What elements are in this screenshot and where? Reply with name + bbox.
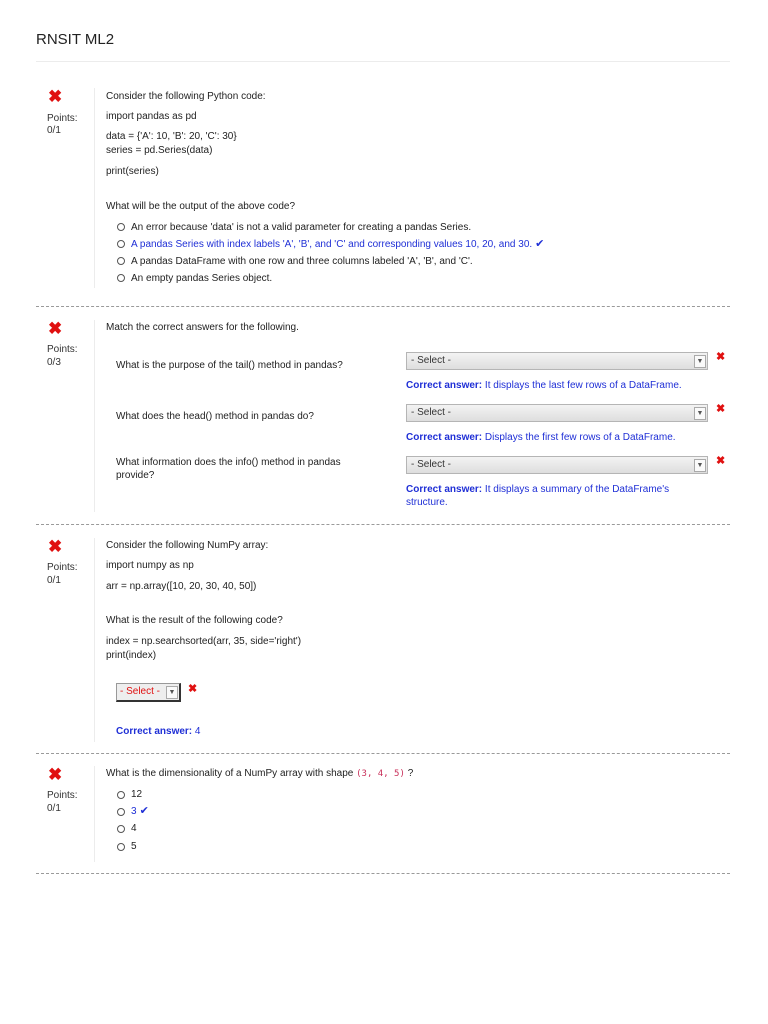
- correct-answer: [406, 431, 676, 444]
- match-prompt: What is the purpose of the tail() method in pandas?: [116, 360, 343, 371]
- points-value: 0/1: [47, 803, 61, 814]
- x-mark-icon: ✖: [48, 537, 63, 556]
- points-value: 0/3: [47, 357, 61, 368]
- radio-option-2[interactable]: [117, 240, 125, 248]
- question-prefix: What is the dimensionality of a NumPy array with shape: [106, 768, 354, 779]
- option-label: A pandas DataFrame with one row and three columns labeled 'A', 'B', and 'C'.: [131, 256, 473, 267]
- select-value: - Select -: [411, 407, 452, 418]
- question-text: What is the result of the following code?: [106, 615, 283, 626]
- question-1: [36, 88, 730, 298]
- option-text: A pandas Series with index labels 'A', 'B', and 'C' and corresponding values 10, 20, and 30.: [131, 239, 533, 250]
- x-mark-icon: ✖: [716, 351, 726, 363]
- x-mark-icon: ✖: [48, 319, 63, 338]
- option-text: 3: [131, 806, 137, 817]
- points-label: Points:: [47, 790, 78, 801]
- code-line: import pandas as pd: [106, 111, 197, 122]
- radio-option-3[interactable]: [117, 825, 125, 833]
- radio-option-4[interactable]: [117, 843, 125, 851]
- select-value: - Select -: [411, 355, 452, 366]
- question-divider: [94, 88, 95, 288]
- code-line: import numpy as np: [106, 560, 194, 571]
- select-value: - Select -: [120, 686, 161, 697]
- chevron-down-icon[interactable]: ▼: [694, 355, 706, 368]
- option-label-correct: [131, 238, 544, 251]
- answer-select[interactable]: [116, 683, 181, 702]
- checkmark-icon: ✔: [139, 805, 149, 817]
- correct-answer-text: Displays the first few rows of a DataFrame.: [484, 432, 676, 443]
- page-title: RNSIT ML2: [36, 31, 115, 48]
- x-mark-icon: ✖: [48, 765, 63, 784]
- correct-answer-label: Correct answer:: [116, 726, 193, 737]
- option-label: An error because 'data' is not a valid parameter for creating a pandas Series.: [131, 222, 472, 233]
- chevron-down-icon[interactable]: ▼: [694, 459, 706, 472]
- code-line: print(series): [106, 166, 159, 177]
- match-prompt: What information does the info() method in pandas provide?: [116, 457, 341, 481]
- question-3: [36, 538, 730, 748]
- x-mark-icon: ✖: [716, 455, 726, 467]
- radio-option-2[interactable]: [117, 808, 125, 816]
- question-2: [36, 320, 730, 520]
- code-line: arr = np.array([10, 20, 30, 40, 50]): [106, 581, 257, 592]
- option-label: An empty pandas Series object.: [131, 273, 273, 284]
- checkmark-icon: ✔: [535, 238, 545, 250]
- question-intro: Consider the following NumPy array:: [106, 540, 269, 551]
- points-label: Points:: [47, 562, 78, 573]
- question-text: What will be the output of the above code?: [106, 201, 296, 212]
- code-line: index = np.searchsorted(arr, 35, side='right'): [106, 636, 302, 647]
- select-value: - Select -: [411, 459, 452, 470]
- code-line: data = {'A': 10, 'B': 20, 'C': 30}: [106, 131, 237, 142]
- correct-answer-label: Correct answer:: [406, 432, 483, 443]
- question-4: [36, 766, 730, 866]
- answer-select[interactable]: [406, 404, 708, 422]
- option-label: 4: [131, 823, 137, 834]
- question-separator: [36, 524, 730, 525]
- radio-option-1[interactable]: [117, 223, 125, 231]
- question-separator: [36, 873, 730, 874]
- question-divider: [94, 320, 95, 512]
- code-line: series = pd.Series(data): [106, 145, 213, 156]
- header-divider: [36, 61, 730, 62]
- correct-answer-text: It displays a summary of the DataFrame's structure.: [406, 484, 670, 508]
- question-suffix: ?: [407, 768, 414, 779]
- option-label-correct: [131, 805, 149, 818]
- question-text: [106, 767, 413, 781]
- option-label: 5: [131, 841, 137, 852]
- points-label: Points:: [47, 113, 78, 124]
- answer-select[interactable]: [406, 352, 708, 370]
- inline-code: (3, 4, 5): [356, 769, 405, 779]
- radio-option-3[interactable]: [117, 257, 125, 265]
- points-value: 0/1: [47, 575, 61, 586]
- correct-answer-label: Correct answer:: [406, 380, 483, 391]
- correct-answer: [406, 379, 682, 392]
- correct-answer-text: It displays the last few rows of a DataFrame.: [484, 380, 682, 391]
- match-prompt: What does the head() method in pandas do?: [116, 411, 314, 422]
- question-separator: [36, 306, 730, 307]
- points-value: 0/1: [47, 125, 61, 136]
- radio-option-4[interactable]: [117, 274, 125, 282]
- question-separator: [36, 753, 730, 754]
- points-label: Points:: [47, 344, 78, 355]
- option-label: 12: [131, 789, 143, 800]
- x-mark-icon: ✖: [716, 403, 726, 415]
- correct-answer: [406, 483, 696, 509]
- code-line: print(index): [106, 650, 157, 661]
- correct-answer-label: Correct answer:: [406, 484, 483, 495]
- chevron-down-icon[interactable]: ▼: [694, 407, 706, 420]
- question-intro: Consider the following Python code:: [106, 91, 266, 102]
- x-mark-icon: ✖: [48, 87, 63, 106]
- question-divider: [94, 766, 95, 862]
- question-intro: Match the correct answers for the following.: [106, 322, 299, 333]
- radio-option-1[interactable]: [117, 791, 125, 799]
- correct-answer: [116, 725, 200, 738]
- answer-select[interactable]: [406, 456, 708, 474]
- correct-answer-text: 4: [194, 726, 201, 737]
- question-divider: [94, 538, 95, 742]
- x-mark-icon: ✖: [188, 683, 198, 695]
- chevron-down-icon[interactable]: ▼: [166, 686, 178, 699]
